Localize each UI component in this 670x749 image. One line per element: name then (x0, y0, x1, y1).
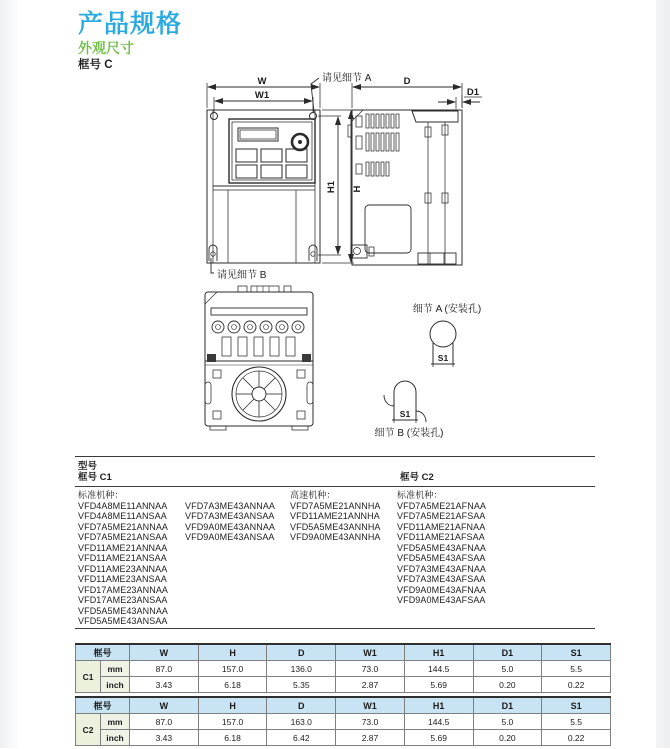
model-number: VFD5A5ME43AFNAA (397, 542, 487, 553)
c2-standard-list (397, 501, 486, 606)
model-number: VFD7A5ME21AFNAA (397, 500, 487, 511)
detail-b-title: 细节 B (安装孔) (374, 428, 444, 439)
dim-value: 73.0 (336, 714, 405, 730)
dim-value: 3.43 (130, 730, 199, 746)
c1-standard-list-2 (185, 501, 275, 543)
dim-value: 6.42 (267, 730, 336, 746)
side-view-drawing (348, 110, 462, 265)
standard-models-label: 标准机种： (78, 490, 124, 500)
dim-value: 3.43 (130, 677, 199, 693)
model-number: VFD5A5ME43ANNHA (290, 521, 381, 532)
model-number: VFD4A8ME11ANNAA (78, 500, 168, 511)
detail-callouts (211, 71, 372, 281)
dim-value: 0.22 (542, 730, 611, 746)
unit-cell-inch: inch (101, 730, 130, 746)
model-number: VFD11AME21AFSAA (397, 532, 485, 542)
dim-value: 87.0 (130, 714, 199, 730)
model-number: VFD7A5ME21ANSAA (78, 532, 168, 542)
c1-high-speed-list (290, 501, 381, 543)
col-header-d: D (267, 697, 336, 714)
model-number: VFD9A0ME43AFSAA (397, 595, 486, 605)
dim-label-w: W (257, 76, 267, 87)
dim-value: 6.18 (198, 677, 267, 693)
col-header-w: W (130, 644, 199, 661)
dim-value: 136.0 (267, 661, 336, 677)
unit-cell-mm: mm (101, 714, 130, 730)
front-view-dimensions (207, 76, 363, 263)
dimension-diagram (150, 65, 510, 450)
frame-label: 框号 C (78, 59, 113, 71)
model-table-header (75, 457, 595, 487)
col-header-w1: W1 (336, 697, 405, 714)
model-number: VFD7A5ME21AFSAA (397, 511, 486, 521)
dim-label-w1: W1 (254, 90, 270, 101)
dim-value: 5.5 (542, 661, 611, 677)
dim-value: 144.5 (404, 661, 473, 677)
dimension-table-c2 (75, 696, 611, 746)
frame-header-cell: 框号 (76, 697, 130, 714)
model-number: VFD7A3ME43ANNAA (185, 500, 276, 511)
frame-c1-header: 框号 C1 (78, 472, 112, 483)
dim-value: 5.69 (404, 677, 473, 693)
unit-cell-mm: mm (101, 661, 130, 677)
frame-cell-c1: C1 (76, 661, 101, 693)
dim-value: 144.5 (404, 714, 473, 730)
col-header-d1: D1 (473, 644, 542, 661)
dimension-table-c1 (75, 643, 611, 693)
model-number: VFD11AME21ANSAA (78, 553, 167, 563)
detail-a-title: 细节 A (安装孔) (412, 304, 482, 315)
page-title: 产品规格 (78, 10, 183, 38)
detail-a-drawing (413, 302, 481, 367)
detail-b-s1-label: S1 (399, 409, 411, 419)
model-number: VFD7A3ME43ANSAA (185, 511, 275, 521)
unit-cell-inch: inch (101, 677, 130, 693)
model-number: VFD9A0ME43ANSAA (185, 532, 275, 542)
dim-value: 5.0 (473, 661, 542, 677)
dim-value: 2.87 (336, 730, 405, 746)
dim-value: 87.0 (130, 661, 199, 677)
standard-models-label-c2: 标准机种： (397, 490, 443, 500)
model-number: VFD9A0ME43ANNHA (290, 532, 381, 542)
page-right-margin (656, 0, 670, 748)
section-subtitle: 外观尺寸 (78, 40, 134, 56)
col-header-h: H (198, 644, 267, 661)
dim-value: 5.69 (404, 730, 473, 746)
dim-label-d1: D1 (466, 87, 480, 98)
frame-cell-c2: C2 (76, 714, 101, 746)
model-table-body (75, 487, 595, 629)
col-header-d1: D1 (473, 697, 542, 714)
dim-label-h: H (352, 185, 363, 193)
model-number: VFD4A8ME11ANSAA (78, 511, 167, 521)
model-number: VFD17AME23ANSAA (78, 595, 168, 605)
detail-b-drawing (375, 381, 444, 439)
model-column-label: 型号 (78, 461, 98, 472)
detail-a-s1-label: S1 (437, 353, 449, 363)
col-header-h: H (198, 697, 267, 714)
col-header-w: W (130, 697, 199, 714)
frame-header-cell: 框号 (76, 644, 130, 661)
see-detail-a-label: 请见细节 A (322, 73, 372, 84)
col-header-h1: H1 (404, 644, 473, 661)
dim-value: 73.0 (336, 661, 405, 677)
dim-label-h1: H1 (326, 180, 337, 194)
dim-value: 0.20 (473, 730, 542, 746)
dim-value: 163.0 (267, 714, 336, 730)
col-header-h1: H1 (404, 697, 473, 714)
model-number: VFD11AME21AFNAA (397, 521, 486, 532)
dim-value: 6.18 (198, 730, 267, 746)
model-number: VFD7A5ME21ANNHA (290, 500, 381, 511)
col-header-s1: S1 (542, 697, 611, 714)
front-view-drawing (207, 110, 320, 263)
c1-standard-list-1 (78, 501, 168, 627)
c1-high-speed-column (290, 490, 381, 543)
c1-standard-column-1 (78, 490, 168, 627)
model-number: VFD9A0ME43AFNAA (397, 584, 487, 595)
dim-value: 5.35 (267, 677, 336, 693)
dim-value: 2.87 (336, 677, 405, 693)
dim-value: 5.0 (473, 714, 542, 730)
c1-standard-column-2 (185, 490, 275, 543)
dim-label-d: D (403, 76, 411, 87)
model-number: VFD11AME23ANSAA (78, 574, 167, 584)
high-speed-models-label: 高速机种： (290, 490, 336, 500)
dim-value: 157.0 (198, 714, 267, 730)
dimension-tables (75, 643, 611, 749)
model-number: VFD9A0ME43ANNAA (185, 521, 276, 532)
dim-value: 0.22 (542, 677, 611, 693)
model-number: VFD5A5ME43ANNAA (78, 605, 169, 616)
model-list-table (75, 456, 595, 629)
col-header-w1: W1 (336, 644, 405, 661)
see-detail-b-label: 请见细节 B (217, 270, 267, 281)
model-number: VFD7A3ME43AFNAA (397, 563, 487, 574)
col-header-s1: S1 (542, 644, 611, 661)
model-number: VFD5A5ME43ANSAA (78, 616, 168, 626)
col-header-d: D (267, 644, 336, 661)
model-number: VFD11AME21ANNAA (78, 542, 168, 553)
page-left-shadow (0, 0, 18, 748)
model-number: VFD11AME23ANNAA (78, 563, 168, 574)
dim-value: 0.20 (473, 677, 542, 693)
model-number: VFD17AME23ANNAA (78, 584, 169, 595)
bottom-view-drawing (205, 286, 313, 430)
frame-c2-header: 框号 C2 (400, 472, 434, 483)
model-number: VFD11AME21ANNHA (290, 511, 380, 521)
model-number: VFD7A3ME43AFSAA (397, 574, 486, 584)
dim-value: 157.0 (198, 661, 267, 677)
model-number: VFD5A5ME43AFSAA (397, 553, 486, 563)
side-view-dimensions (352, 76, 482, 109)
dim-value: 5.5 (542, 714, 611, 730)
model-number: VFD7A5ME21ANNAA (78, 521, 169, 532)
c2-standard-column (397, 490, 486, 606)
